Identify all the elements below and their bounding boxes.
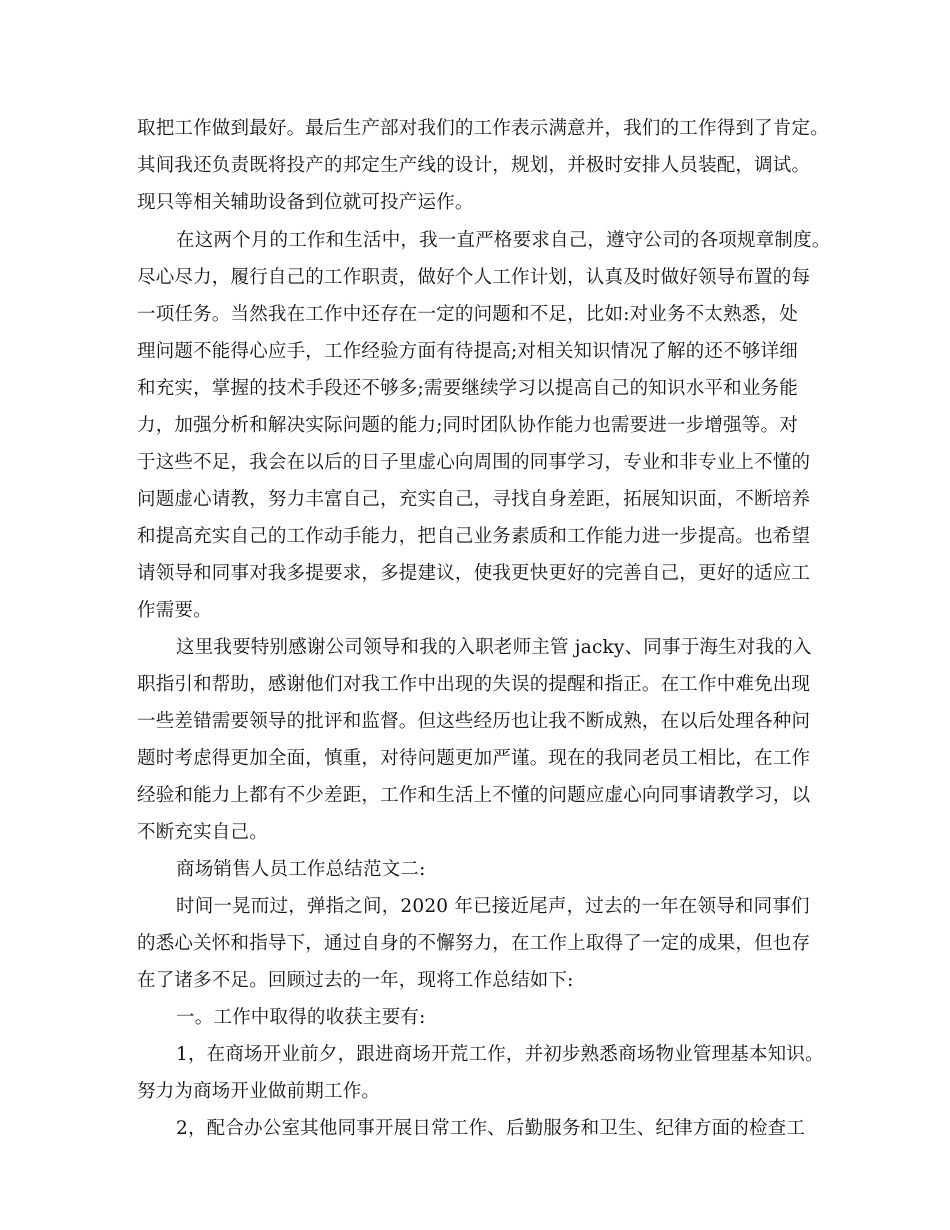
text-line: 不断充实自己。	[137, 822, 268, 843]
text-line: 2，配合办公室其他同事开展日常工作、后勤服务和卫生、纪律方面的检查工	[176, 1118, 806, 1139]
list-heading: 一。工作中取得的收获主要有:	[176, 1007, 426, 1028]
text-line: 一些差错需要领导的批评和监督。但这些经历也让我不断成熟，在以后处理各种问	[137, 711, 811, 732]
text-line: 和充实，掌握的技术手段还不够多;需要继续学习以提高自己的知识水平和业务能	[137, 378, 798, 399]
text-line: 现只等相关辅助设备到位就可投产运作。	[137, 192, 474, 213]
text-line: 于这些不足，我会在以后的日子里虚心向周围的同事学习，专业和非专业上不懂的	[137, 452, 811, 473]
text-line: 1，在商场开业前夕，跟进商场开荒工作，并初步熟悉商场物业管理基本知识。	[176, 1044, 824, 1065]
text-line: 理问题不能得心应手，工作经验方面有待提高;对相关知识情况了解的还不够详细	[137, 341, 798, 362]
text-line: 时间一晃而过，弹指之间，2020 年已接近尾声，过去的一年在领导和同事们	[176, 896, 810, 917]
section-heading: 商场销售人员工作总结范文二:	[176, 859, 426, 880]
text-line: 问题虚心请教，努力丰富自己，充实自己，寻找自身差距，拓展知识面，不断培养	[137, 489, 811, 510]
text-line: 经验和能力上都有不少差距，工作和生活上不懂的问题应虚心向同事请教学习，以	[137, 785, 811, 806]
text-line: 题时考虑得更加全面，慎重，对待问题更加严谨。现在的我同老员工相比，在工作	[137, 748, 811, 769]
text-line: 力，加强分析和解决实际问题的能力;同时团队协作能力也需要进一步增强等。对	[137, 415, 798, 436]
text-line: 的悉心关怀和指导下，通过自身的不懈努力，在工作上取得了一定的成果，但也存	[137, 933, 811, 954]
text-line: 请领导和同事对我多提要求，多提建议，使我更快更好的完善自己，更好的适应工	[137, 563, 811, 584]
text-line: 作需要。	[137, 600, 212, 621]
text-line: 取把工作做到最好。最后生产部对我们的工作表示满意并，我们的工作得到了肯定。	[137, 118, 829, 139]
text-line: 努力为商场开业做前期工作。	[137, 1081, 381, 1102]
text-line: 这里我要特别感谢公司领导和我的入职老师主管 jacky、同事于海生对我的入	[176, 637, 812, 658]
text-line: 职指引和帮助，感谢他们对我工作中出现的失误的提醒和指正。在工作中难免出现	[137, 674, 811, 695]
text-line: 一项任务。当然我在工作中还存在一定的问题和不足，比如:对业务不太熟悉，处	[137, 304, 798, 325]
text-line: 其间我还负责既将投产的邦定生产线的设计，规划，并极时安排人员装配，调试。	[137, 155, 811, 176]
text-line: 尽心尽力，履行自己的工作职责，做好个人工作计划，认真及时做好领导布置的每	[137, 267, 811, 288]
text-line: 在这两个月的工作和生活中，我一直严格要求自己，遵守公司的各项规章制度。	[176, 230, 831, 251]
text-line: 在了诸多不足。回顾过去的一年，现将工作总结如下:	[137, 970, 574, 991]
text-line: 和提高充实自己的工作动手能力，把自己业务素质和工作能力进一步提高。也希望	[137, 526, 811, 547]
